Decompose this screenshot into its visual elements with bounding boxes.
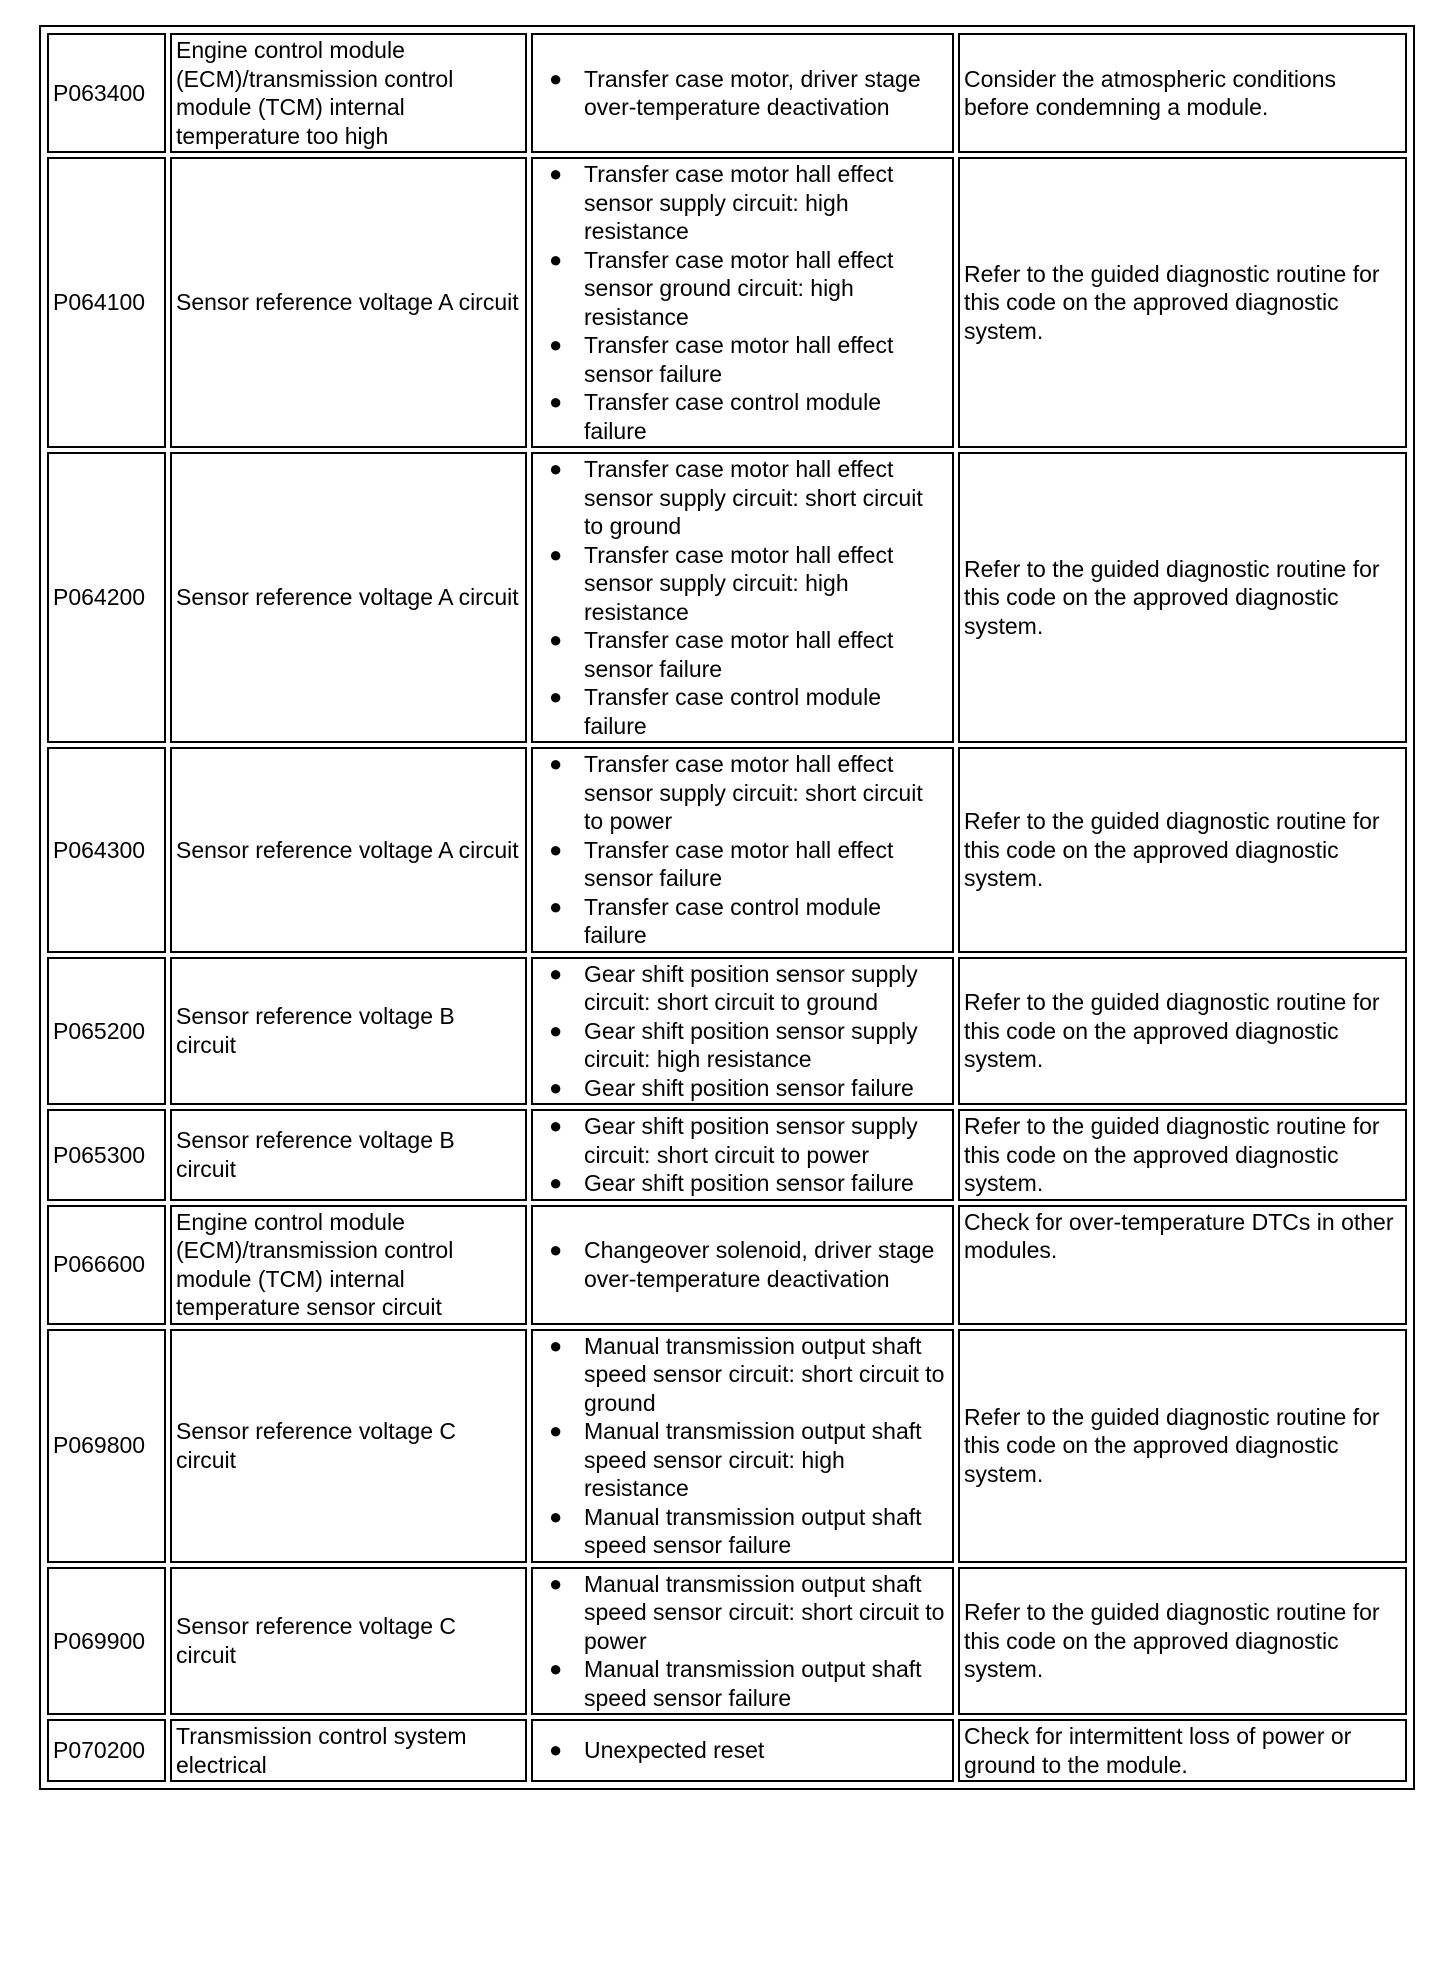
cause-text: Transfer case motor hall effect sensor failure (584, 836, 894, 891)
bullet-icon: ● (549, 161, 563, 186)
possible-causes-cell (531, 957, 954, 1106)
possible-causes-cell (531, 1205, 954, 1325)
bullet-icon: ● (549, 751, 563, 776)
action-cell: Consider the atmospheric conditions before condemning a module. (958, 33, 1407, 153)
dtc-code-cell: P070200 (47, 1719, 166, 1782)
list-item (549, 331, 948, 388)
bullet-icon: ● (549, 1570, 563, 1596)
dtc-code-cell: P065300 (47, 1109, 166, 1201)
possible-causes-cell (531, 157, 954, 448)
list-item (549, 65, 948, 122)
bullet-icon: ● (549, 1170, 563, 1195)
dtc-code-cell: P063400 (47, 33, 166, 153)
dtc-description-cell: Sensor reference voltage A circuit (170, 747, 527, 953)
possible-causes-list (537, 1236, 948, 1293)
dtc-description-cell: Engine control module (ECM)/transmission control module (TCM) internal temperature too high (170, 33, 527, 153)
cause-text: Gear shift position sensor supply circuit: high resistance (584, 1017, 918, 1072)
dtc-code-cell: P064200 (47, 452, 166, 743)
cause-text: Manual transmission output shaft speed sensor circuit: short circuit to ground (584, 1332, 945, 1416)
dtc-table (43, 29, 1411, 1786)
list-item (549, 1074, 948, 1103)
cause-text: Transfer case control module failure (584, 389, 882, 444)
cause-text: Gear shift position sensor supply circuit: short circuit to ground (584, 960, 918, 1015)
cause-text: Transfer case motor hall effect sensor failure (584, 332, 894, 387)
cause-text: Transfer case motor hall effect sensor failure (584, 627, 894, 682)
bullet-icon: ● (549, 627, 563, 652)
action-cell: Refer to the guided diagnostic routine for this code on the approved diagnostic system. (958, 957, 1407, 1106)
cause-text: Transfer case control module failure (584, 684, 882, 739)
cause-text: Transfer case control module failure (584, 893, 882, 948)
bullet-icon: ● (549, 893, 563, 919)
dtc-description-cell: Sensor reference voltage B circuit (170, 957, 527, 1106)
cause-text: Transfer case motor hall effect sensor ground circuit: high resistance (584, 246, 894, 330)
dtc-description-cell: Sensor reference voltage C circuit (170, 1329, 527, 1563)
bullet-icon: ● (549, 684, 563, 709)
cause-text: Changeover solenoid, driver stage over-temperature deactivation (584, 1237, 935, 1292)
dtc-code-cell: P064100 (47, 157, 166, 448)
dtc-description-cell: Sensor reference voltage C circuit (170, 1567, 527, 1716)
list-item (549, 160, 948, 246)
cause-text: Manual transmission output shaft speed sensor failure (584, 1656, 922, 1711)
bullet-icon: ● (549, 1737, 563, 1763)
list-item (549, 626, 948, 683)
possible-causes-cell (531, 452, 954, 743)
possible-causes-list (537, 160, 948, 445)
cause-text: Gear shift position sensor failure (584, 1170, 914, 1196)
possible-causes-cell (531, 747, 954, 953)
table-row (47, 33, 1407, 153)
table-row (47, 1109, 1407, 1201)
list-item (549, 1332, 948, 1418)
bullet-icon: ● (549, 246, 563, 272)
list-item (549, 1169, 948, 1198)
list-item (549, 683, 948, 740)
possible-causes-cell (531, 1567, 954, 1716)
bullet-icon: ● (549, 1503, 563, 1529)
dtc-description-cell: Engine control module (ECM)/transmission control module (TCM) internal temperature sensor circuit (170, 1205, 527, 1325)
possible-causes-cell (531, 1719, 954, 1782)
bullet-icon: ● (549, 1332, 563, 1358)
cause-text: Unexpected reset (584, 1737, 765, 1764)
bullet-icon: ● (549, 541, 563, 567)
action-cell: Refer to the guided diagnostic routine for this code on the approved diagnostic system. (958, 157, 1407, 448)
dtc-code-cell: P069800 (47, 1329, 166, 1563)
cause-text: Gear shift position sensor failure (584, 1074, 914, 1101)
action-cell: Check for over-temperature DTCs in other modules. (958, 1205, 1407, 1325)
table-row (47, 1329, 1407, 1563)
bullet-icon: ● (549, 1656, 563, 1681)
list-item (549, 836, 948, 893)
action-cell: Refer to the guided diagnostic routine for this code on the approved diagnostic system. (958, 747, 1407, 953)
table-row (47, 1719, 1407, 1782)
action-cell: Refer to the guided diagnostic routine for this code on the approved diagnostic system. (958, 1109, 1407, 1201)
possible-causes-list (537, 1736, 948, 1765)
dtc-code-cell: P064300 (47, 747, 166, 953)
dtc-description-cell: Sensor reference voltage B circuit (170, 1109, 527, 1201)
possible-causes-cell (531, 1329, 954, 1563)
list-item (549, 388, 948, 445)
dtc-code-cell: P066600 (47, 1205, 166, 1325)
dtc-code-cell: P065200 (47, 957, 166, 1106)
list-item (549, 1112, 948, 1169)
dtc-description-cell: Sensor reference voltage A circuit (170, 157, 527, 448)
bullet-icon: ● (549, 960, 563, 986)
table-row (47, 747, 1407, 953)
dtc-table-body (47, 33, 1407, 1782)
cause-text: Transfer case motor hall effect sensor supply circuit: short circuit to ground (584, 456, 923, 539)
list-item (549, 893, 948, 950)
bullet-icon: ● (549, 1074, 563, 1100)
possible-causes-list (537, 65, 948, 122)
bullet-icon: ● (549, 65, 563, 91)
cause-text: Transfer case motor hall effect sensor supply circuit: high resistance (584, 541, 894, 625)
cause-text: Transfer case motor, driver stage over-temperature deactivation (584, 65, 921, 120)
table-row (47, 452, 1407, 743)
list-item (549, 455, 948, 541)
bullet-icon: ● (549, 1113, 563, 1138)
table-row (47, 957, 1407, 1106)
bullet-icon: ● (549, 332, 563, 357)
dtc-code-cell: P069900 (47, 1567, 166, 1716)
bullet-icon: ● (549, 389, 563, 414)
bullet-icon: ● (549, 1418, 563, 1443)
list-item (549, 1417, 948, 1503)
list-item (549, 1570, 948, 1656)
table-row (47, 1205, 1407, 1325)
list-item (549, 246, 948, 332)
list-item (549, 960, 948, 1017)
action-cell: Refer to the guided diagnostic routine for this code on the approved diagnostic system. (958, 452, 1407, 743)
list-item (549, 1503, 948, 1560)
table-row (47, 157, 1407, 448)
bullet-icon: ● (549, 1237, 563, 1262)
possible-causes-list (537, 455, 948, 740)
possible-causes-cell (531, 33, 954, 153)
dtc-description-cell: Transmission control system electrical (170, 1719, 527, 1782)
cause-text: Gear shift position sensor supply circuit: short circuit to power (584, 1113, 918, 1168)
bullet-icon: ● (549, 1017, 563, 1043)
table-row (47, 1567, 1407, 1716)
cause-text: Manual transmission output shaft speed sensor failure (584, 1503, 922, 1558)
action-cell: Check for intermittent loss of power or ground to the module. (958, 1719, 1407, 1782)
possible-causes-list (537, 960, 948, 1103)
list-item (549, 1236, 948, 1293)
possible-causes-list (537, 1112, 948, 1198)
cause-text: Transfer case motor hall effect sensor supply circuit: short circuit to power (584, 751, 923, 834)
possible-causes-list (537, 1570, 948, 1713)
possible-causes-list (537, 750, 948, 950)
possible-causes-cell (531, 1109, 954, 1201)
cause-text: Manual transmission output shaft speed sensor circuit: short circuit to power (584, 1570, 945, 1654)
cause-text: Transfer case motor hall effect sensor supply circuit: high resistance (584, 161, 894, 244)
list-item (549, 541, 948, 627)
bullet-icon: ● (549, 456, 563, 481)
dtc-description-cell: Sensor reference voltage A circuit (170, 452, 527, 743)
action-cell: Refer to the guided diagnostic routine for this code on the approved diagnostic system. (958, 1329, 1407, 1563)
cause-text: Manual transmission output shaft speed sensor circuit: high resistance (584, 1418, 922, 1501)
action-cell: Refer to the guided diagnostic routine for this code on the approved diagnostic system. (958, 1567, 1407, 1716)
list-item (549, 750, 948, 836)
list-item (549, 1017, 948, 1074)
possible-causes-list (537, 1332, 948, 1560)
list-item (549, 1655, 948, 1712)
list-item (549, 1736, 948, 1765)
dtc-table-frame (39, 25, 1415, 1790)
bullet-icon: ● (549, 836, 563, 862)
